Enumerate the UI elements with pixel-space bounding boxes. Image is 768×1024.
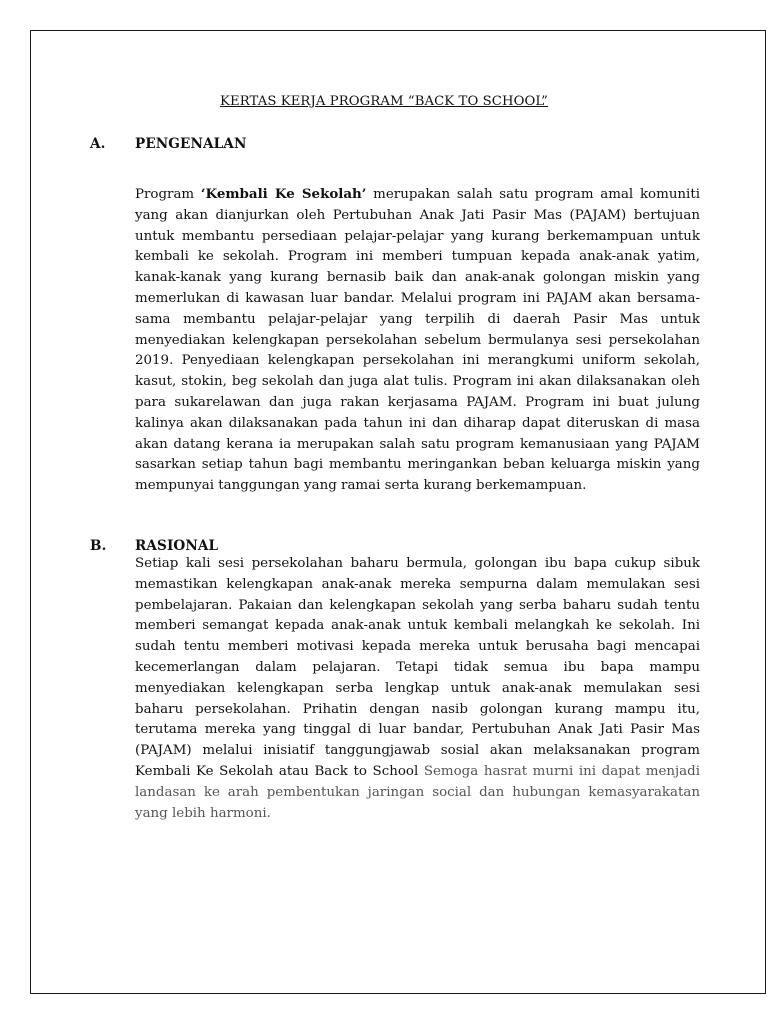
section-b-paragraph	[135, 554, 700, 824]
section-a-paragraph	[135, 184, 700, 497]
section-b-closing: Semoga hasrat murni ini dapat menjadi landasan ke arah pembentukan jaringan social dan hubungan kemasyarakatan yang lebih harmoni.	[135, 763, 700, 821]
program-name-bold: ‘Kembali Ke Sekolah’	[200, 186, 367, 202]
section-b-body: Setiap kali sesi persekolahan baharu bermula, golongan ibu bapa cukup sibuk memastikan kelengkapan anak-anak mereka sempurna dalam memulakan sesi pembelajaran. Pakaian dan kelengkapan sekolah yang serba baharu sudah tentu memberi semangat kepada anak-anak untuk kembali melangkah ke sekolah. Ini sudah tentu memberi motivasi kepada mereka untuk berusaha bagi mencapai kecemerlangan dalam pelajaran. Tetapi tidak semua ibu bapa mampu menyediakan kelengkapan serba lengkap untuk anak-anak memulakan sesi baharu persekolahan. Prihatin dengan nasib golongan kurang mampu itu, terutama mereka yang tinggal di luar bandar, Pertubuhan Anak Jati Pasir Mas (PAJAM) melalui inisiatif tanggungjawab sosial akan melaksanakan program Kembali Ke Sekolah atau Back to School	[135, 556, 700, 779]
title-prefix: KERTAS KERJA	[220, 94, 330, 109]
page-border	[30, 30, 766, 994]
section-a-body: merupakan salah satu program amal komuniti yang akan dianjurkan oleh Pertubuhan Anak Jati Pasir Mas (PAJAM) bertujuan untuk membantu persediaan pelajar-pelajar yang kurang berkemampuan untuk kembali ke sekolah. Program ini memberi tumpuan kepada anak-anak yatim, kanak-kanak yang kurang bernasib baik dan anak-anak golongan miskin yang memerlukan di kawasan luar bandar. Melalui program ini PAJAM akan bersama-sama membantu pelajar-pelajar yang terpilih di daerah Pasir Mas untuk menyediakan kelengkapan persekolahan sebelum bermulanya sesi persekolahan 2019. Penyediaan kelengkapan persekolahan ini merangkumi uniform sekolah, kasut, stokin, beg sekolah dan juga alat tulis. Program ini akan dilaksanakan oleh para sukarelawan dan juga rakan kerjasama PAJAM. Program ini buat julung kalinya akan dilaksanakan pada tahun ini dan diharap dapat diteruskan di masa akan datang kerana ia merupakan salah satu program kemanusiaan yang PAJAM sasarkan setiap tahun bagi membantu meringankan beban keluarga miskin yang mempunyai tanggungan yang ramai serta kurang berkemampuan.	[135, 187, 701, 494]
section-a-title: PENGENALAN	[135, 136, 247, 152]
document-title	[0, 94, 768, 109]
section-b-number: B.	[90, 538, 107, 554]
section-a-lead: Program	[135, 187, 201, 202]
title-main: PROGRAM “BACK TO SCHOOL”	[329, 94, 548, 109]
section-a-number: A.	[90, 136, 106, 152]
section-b-title: RASIONAL	[135, 538, 219, 554]
